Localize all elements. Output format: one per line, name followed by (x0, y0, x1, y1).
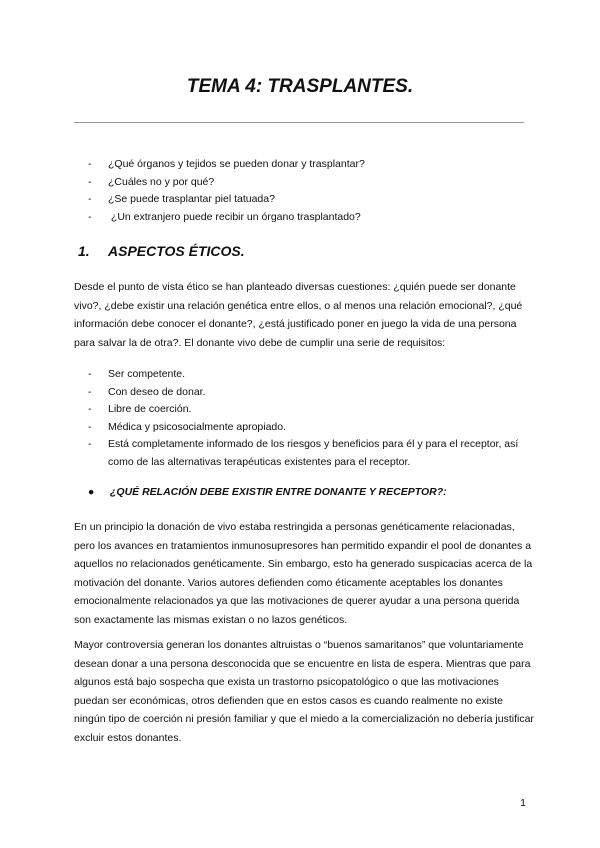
question-item: - ¿Cuáles no y por qué? (88, 174, 365, 192)
page-title: TEMA 4: TRASPLANTES. (186, 76, 414, 97)
requirement-item: - Está completamente informado de los riesgos y beneficios para él y para el receptor, así como de las alternativas terapéuticas existentes para el receptor. (88, 436, 528, 471)
section-number: 1. (78, 243, 90, 259)
bullet-icon: ● (88, 486, 95, 498)
section-heading-text: ASPECTOS ÉTICOS. (108, 243, 245, 259)
requirements-list (88, 366, 528, 471)
question-item: - ¿Qué órganos y tejidos se pueden donar y trasplantar? (88, 156, 365, 174)
subsection-heading (88, 486, 447, 498)
requirement-item: - Ser competente. (88, 366, 528, 384)
requirement-item: - Con deseo de donar. (88, 384, 528, 402)
page-number: 1 (520, 797, 526, 809)
question-item: - ¿Un extranjero puede recibir un órgano trasplantado? (88, 209, 365, 227)
subsection-heading-text: ¿QUÉ RELACIÓN DEBE EXISTIR ENTRE DONANTE Y RECEPTOR?: (110, 486, 447, 498)
question-item: - ¿Se puede trasplantar piel tatuada? (88, 191, 365, 209)
question-list (88, 156, 365, 226)
requirement-item: - Médica y psicosocialmente apropiado. (88, 419, 528, 437)
intro-paragraph: Desde el punto de vista ético se han planteado diversas cuestiones: ¿quién puede ser donante vivo?, ¿debe existir una relación genética entre ellos, o al menos una relación emocional?, ¿qué información debe conocer el donante?, ¿está justificado poner en juego la vida de una persona para salvar la de otra?. El donante vivo debe de cumplir una serie de requisitos: (74, 281, 523, 349)
requirement-item: - Libre de coerción. (88, 401, 528, 419)
title-divider (74, 122, 524, 123)
body-paragraph: Mayor controversia generan los donantes altruistas o “buenos samaritanos” que voluntariamente desean donar a una persona desconocida que se encuentre en lista de espera. Mientras que para algunos está bajo sospecha que exista un trastorno psicopatológico o que las motivaciones puedan ser económicas, otros defienden que en estos casos es cuando realmente no existe ningún tipo de coerción ni presión familiar y que el miedo a la comercialización no debería justificar excluir estos donantes. (74, 639, 534, 744)
section-heading (78, 243, 245, 259)
body-paragraph: En un principio la donación de vivo estaba restringida a personas genéticamente relacionadas, pero los avances en tratamientos inmunosupresores han permitido expandir el pool de donantes a aquellos no relacionados genéticamente. Sin embargo, esto ha generado suspicacias acerca de la motivación del donante. Varios autores defienden como éticamente aceptables los donantes emocionalmente relacionados ya que las motivaciones de querer ayudar a una persona querida son exactamente las mismas existan o no lazos genéticos. (74, 521, 533, 626)
